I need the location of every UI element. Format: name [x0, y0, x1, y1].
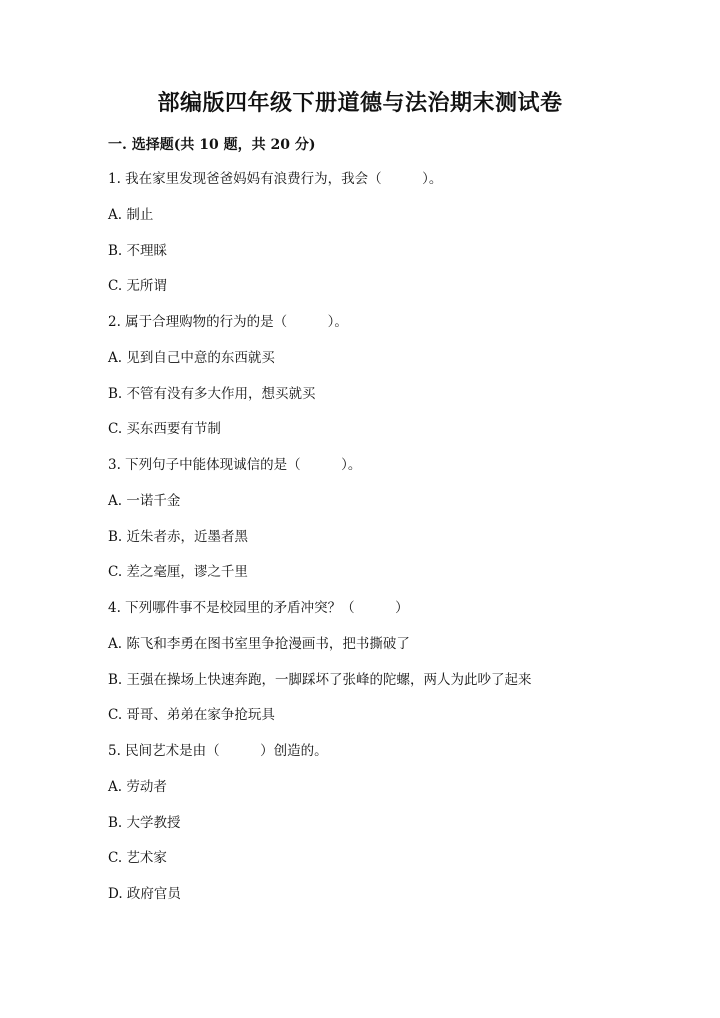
answer-option: C. 哥哥、弟弟在家争抢玩具: [108, 707, 275, 724]
answer-option: A. 一诺千金: [108, 492, 181, 509]
answer-option: D. 政府官员: [108, 886, 181, 902]
answer-option: A. 见到自己中意的东西就买: [108, 349, 275, 366]
answer-option: B. 王强在操场上快速奔跑，一脚踩坏了张峰的陀螺，两人为此吵了起来: [108, 671, 532, 688]
question-stem: 5. 民间艺术是由（ ）创造的。: [108, 743, 328, 759]
answer-option: B. 近朱者赤，近墨者黑: [108, 528, 249, 545]
answer-option: C. 买东西要有节制: [108, 421, 221, 438]
answer-option: C. 无所谓: [108, 278, 167, 295]
section-heading: 一. 选择题(共 10 题，共 20 分): [108, 137, 316, 153]
answer-option: A. 制止: [108, 206, 154, 223]
answer-option: B. 不理睬: [108, 242, 168, 259]
answer-option: A. 陈飞和李勇在图书室里争抢漫画书，把书撕破了: [108, 635, 410, 652]
question-list: [108, 167, 668, 918]
answer-option: A. 劳动者: [108, 778, 167, 795]
page-title: 部编版四年级下册道德与法治期末测试卷: [157, 90, 563, 116]
question-stem: 2. 属于合理购物的行为的是（ ）。: [108, 314, 348, 330]
question-stem: 3. 下列句子中能体现诚信的是（ ）。: [108, 457, 362, 473]
answer-option: C. 差之毫厘，谬之千里: [108, 564, 248, 581]
question-stem: 1. 我在家里发现爸爸妈妈有浪费行为，我会（ ）。: [108, 171, 443, 187]
answer-option: C. 艺术家: [108, 850, 167, 867]
question-stem: 4. 下列哪件事不是校园里的矛盾冲突？（ ）: [108, 600, 409, 616]
answer-option: B. 大学教授: [108, 814, 181, 831]
answer-option: B. 不管有没有多大作用，想买就买: [108, 385, 316, 402]
